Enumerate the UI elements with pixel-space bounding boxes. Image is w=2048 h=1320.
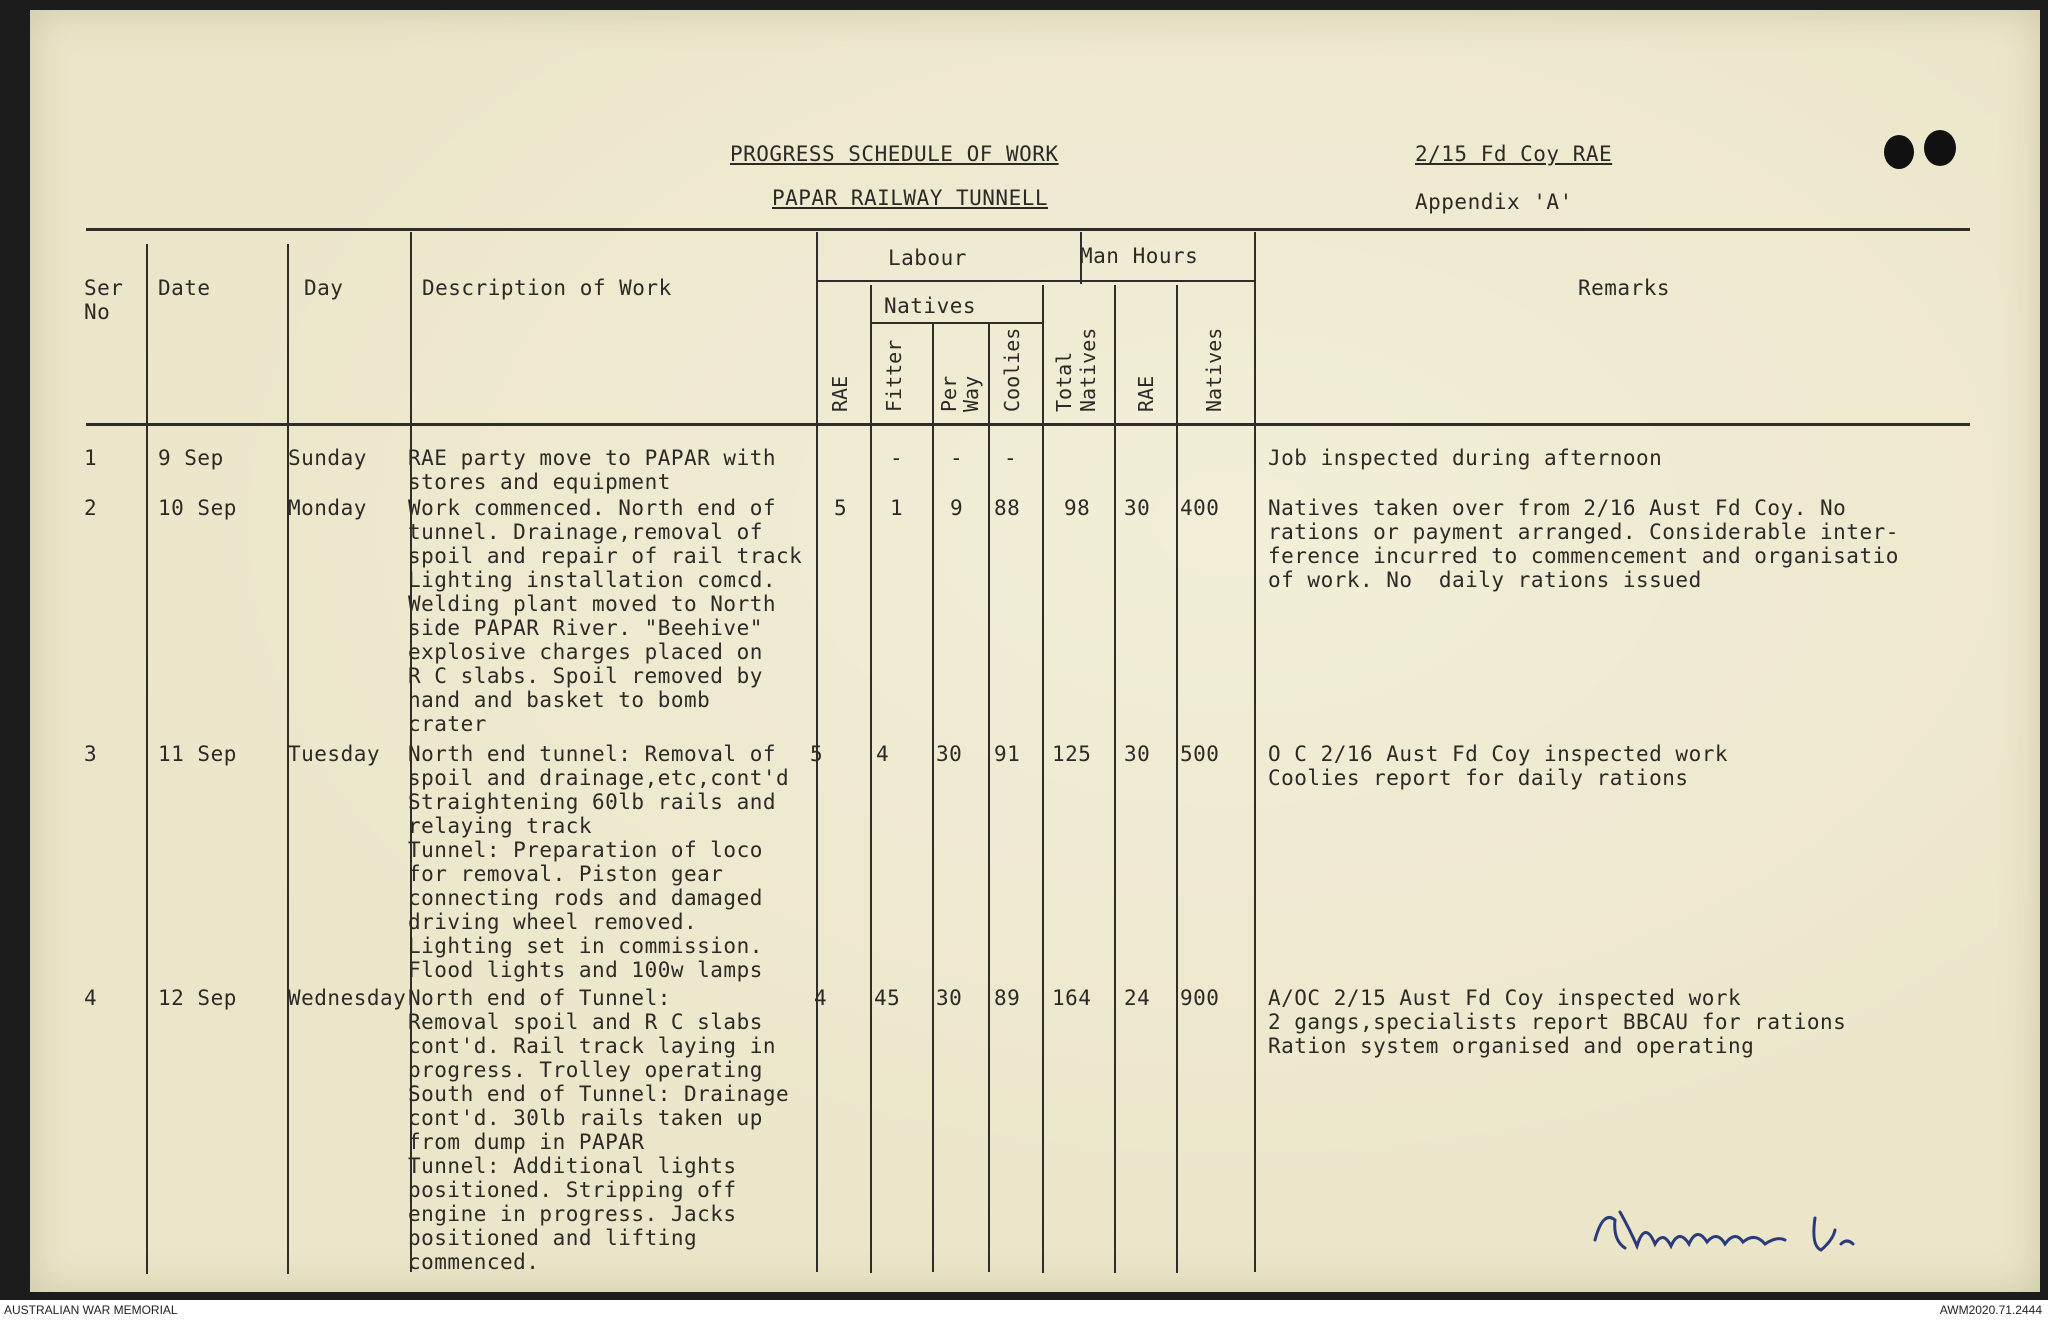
row-4-per-way: 30 [936,986,963,1010]
row-2-day: Monday [288,496,367,520]
column-divider [146,244,148,1274]
row-2-coolies: 88 [994,496,1021,520]
total-natives-header: Total Natives [1052,327,1100,412]
row-3-description: North end tunnel: Removal of spoil and drainage,etc,cont'd Straightening 60lb rails and relaying track Tunnel: Preparation of loco for removal. Piston gear connecting rods and damaged driving wheel removed. Lighting set in commission. Flood lights and 100w lamps [408,742,790,982]
row-1-date: 9 Sep [158,446,224,470]
table-top-rule [86,228,1970,231]
row-1-description: RAE party move to PAPAR with stores and equipment [408,446,777,494]
row-4-remarks: A/OC 2/15 Aust Fd Coy inspected work 2 gangs,specialists report BBCAU for rations Ration system organised and operating [1268,986,1847,1058]
row-2-date: 10 Sep [158,496,237,520]
day-header: Day [304,276,344,300]
column-divider [1254,232,1256,1272]
row-3-per-way: 30 [936,742,963,766]
column-divider [932,322,934,1272]
row-3-coolies: 91 [994,742,1021,766]
ink-blot [1884,135,1914,169]
row-2-per-way: 9 [950,496,964,520]
date-header: Date [158,276,211,300]
labour-header: Labour [888,246,967,270]
row-2-description: Work commenced. North end of tunnel. Drainage,removal of spoil and repair of rail track Lighting installation comcd. Welding plant moved to North side PAPAR River. "Beehive" explosive charges placed on R C slabs. Spoil removed by hand and basket to bomb crater [408,496,803,736]
row-3-day: Tuesday [288,742,381,766]
row-4-mh-rae: 24 [1124,986,1151,1010]
row-1-per-way: - [950,446,964,470]
coolies-header: Coolies [1000,327,1024,412]
document-subtitle: PAPAR RAILWAY TUNNELL [772,186,1049,210]
column-divider [1114,285,1116,1273]
row-1-coolies: - [1004,446,1018,470]
ink-blot [1924,130,1956,166]
row-3-date: 11 Sep [158,742,237,766]
natives-subrule [870,322,1042,324]
row-4-description: North end of Tunnel: Removal spoil and R C slabs cont'd. Rail track laying in progress. Trolley operating South end of Tunnel: Drainage cont'd. 30lb rails taken up from dump in PAPAR Tunnel: Additional lights positioned. Stripping off engine in progress. Jacks positioned and lifting commenced. [408,986,790,1274]
row-4-date: 12 Sep [158,986,237,1010]
column-divider [1176,285,1178,1273]
mh-natives-header: Natives [1202,327,1226,412]
column-divider [870,285,872,1273]
ser-no-header: Ser No [84,276,124,324]
handwritten-signature [1585,1200,1925,1270]
row-4-ser: 4 [84,986,98,1010]
row-3-total: 125 [1052,742,1092,766]
footer-accession-number: AWM2020.71.2444 [1939,1303,2042,1317]
row-1-fitter: - [890,446,904,470]
appendix-label: Appendix 'A' [1415,190,1573,214]
row-4-day: Wednesday [288,986,407,1010]
unit-label: 2/15 Fd Coy RAE [1415,142,1613,166]
row-3-mh-rae: 30 [1124,742,1151,766]
row-4-total: 164 [1052,986,1092,1010]
header-bottom-rule [86,423,1970,426]
labour-subrule [818,280,1254,282]
row-2-remarks: Natives taken over from 2/16 Aust Fd Coy. No rations or payment arranged. Considerable inter- ference incurred to commencement and organisatio of work. No daily rations issued [1268,496,1899,592]
row-1-ser: 1 [84,446,98,470]
man-hours-header: Man Hours [1080,244,1199,268]
column-divider [988,322,990,1272]
column-divider [1042,285,1044,1273]
row-3-fitter: 4 [876,742,890,766]
row-2-mh-natives: 400 [1180,496,1220,520]
per-way-header: Per Way [937,375,983,412]
row-4-mh-natives: 900 [1180,986,1220,1010]
natives-group-header: Natives [884,294,977,318]
row-2-rae: 5 [834,496,848,520]
row-3-mh-natives: 500 [1180,742,1220,766]
row-2-mh-rae: 30 [1124,496,1151,520]
remarks-header: Remarks [1578,276,1671,300]
footer-source: AUSTRALIAN WAR MEMORIAL [4,1303,178,1317]
row-3-rae: 5 [810,742,824,766]
row-3-remarks: O C 2/16 Aust Fd Coy inspected work Coolies report for daily rations [1268,742,1729,790]
row-3-ser: 3 [84,742,98,766]
row-4-coolies: 89 [994,986,1021,1010]
row-4-fitter: 45 [874,986,901,1010]
fitter-header: Fitter [882,339,906,412]
description-header: Description of Work [422,276,672,300]
rae-header: RAE [828,375,852,412]
row-1-day: Sunday [288,446,367,470]
row-2-ser: 2 [84,496,98,520]
document-title: PROGRESS SCHEDULE OF WORK [730,142,1059,166]
row-4-rae: 4 [814,986,828,1010]
row-2-fitter: 1 [890,496,904,520]
mh-rae-header: RAE [1134,375,1158,412]
row-1-remarks: Job inspected during afternoon [1268,446,1663,470]
row-2-total: 98 [1064,496,1091,520]
footer-bar [0,1300,2048,1320]
